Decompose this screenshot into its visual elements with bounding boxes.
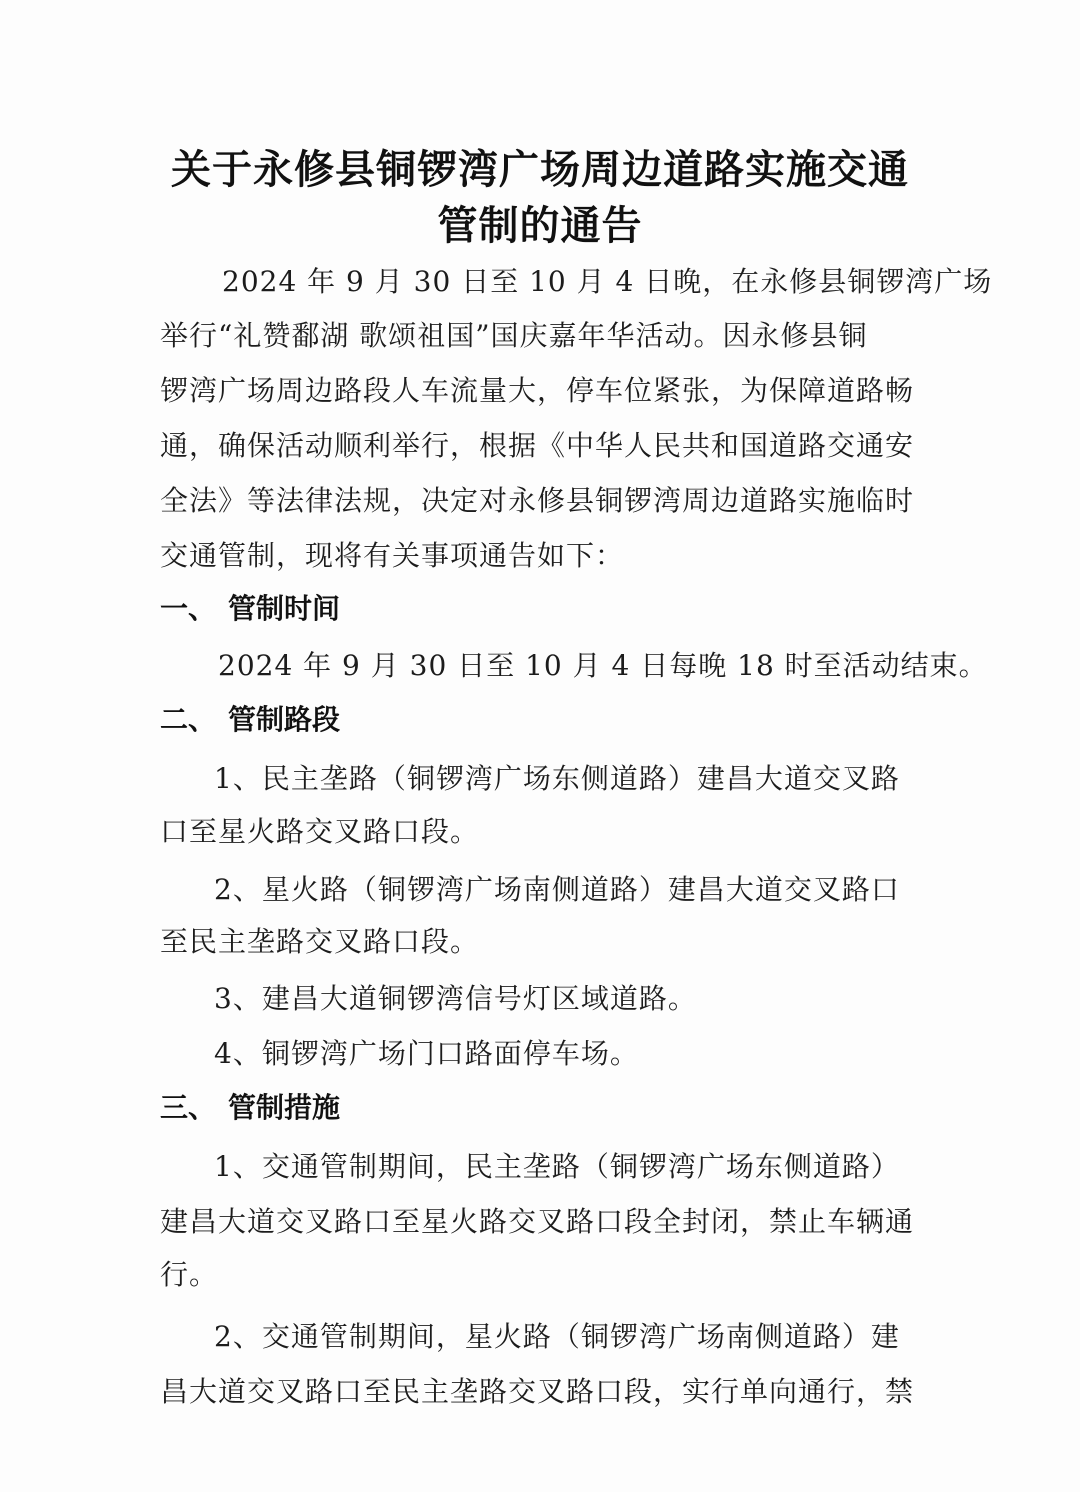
measure-item-line: 昌大道交叉路口至民主垄路交叉路口段，实行单向通行，禁 bbox=[160, 1375, 915, 1408]
section-number: 三、 bbox=[160, 1091, 217, 1124]
notice-title-line-2: 管制的通告 bbox=[437, 203, 643, 249]
road-item-line: 口至星火路交叉路口段。 bbox=[160, 815, 480, 848]
notice-title-line-1: 关于永修县铜锣湾广场周边道路实施交通 bbox=[171, 147, 909, 193]
road-item-line: 至民主垄路交叉路口段。 bbox=[160, 925, 480, 958]
section-number: 一、 bbox=[160, 592, 217, 625]
measure-item-line: 1、交通管制期间，民主垄路（铜锣湾广场东侧道路） bbox=[214, 1150, 900, 1183]
section-title: 管制措施 bbox=[228, 1091, 341, 1124]
control-time-text: 2024 年 9 月 30 日至 10 月 4 日每晚 18 时至活动结束。 bbox=[218, 649, 988, 682]
section-heading-control-measures bbox=[160, 1088, 340, 1128]
section-title: 管制时间 bbox=[228, 592, 341, 625]
road-item-line: 2、星火路（铜锣湾广场南侧道路）建昌大道交叉路口 bbox=[214, 873, 900, 906]
measure-item-line: 建昌大道交叉路口至星火路交叉路口段全封闭，禁止车辆通 bbox=[160, 1205, 915, 1238]
road-item-line: 3、建昌大道铜锣湾信号灯区域道路。 bbox=[214, 982, 697, 1015]
road-item-line: 1、民主垄路（铜锣湾广场东侧道路）建昌大道交叉路 bbox=[214, 762, 900, 795]
section-number: 二、 bbox=[160, 703, 217, 736]
intro-line: 2024 年 9 月 30 日至 10 月 4 日晚，在永修县铜锣湾广场 bbox=[222, 265, 993, 298]
measure-item-line: 行。 bbox=[160, 1258, 219, 1291]
section-heading-control-time bbox=[160, 589, 340, 629]
measure-item-line: 2、交通管制期间，星火路（铜锣湾广场南侧道路）建 bbox=[214, 1320, 900, 1353]
intro-line: 全法》等法律法规，决定对永修县铜锣湾周边道路实施临时 bbox=[160, 484, 915, 517]
intro-line: 交通管制，现将有关事项通告如下： bbox=[160, 539, 625, 572]
intro-line: 锣湾广场周边路段人车流量大，停车位紧张，为保障道路畅 bbox=[160, 374, 915, 407]
section-title: 管制路段 bbox=[228, 703, 341, 736]
intro-line: 举行“礼赞鄱湖 歌颂祖国”国庆嘉年华活动。因永修县铜 bbox=[160, 319, 868, 352]
road-item-line: 4、铜锣湾广场门口路面停车场。 bbox=[214, 1037, 639, 1070]
intro-line: 通，确保活动顺利举行，根据《中华人民共和国道路交通安 bbox=[160, 429, 915, 462]
section-heading-control-roads bbox=[160, 700, 340, 740]
